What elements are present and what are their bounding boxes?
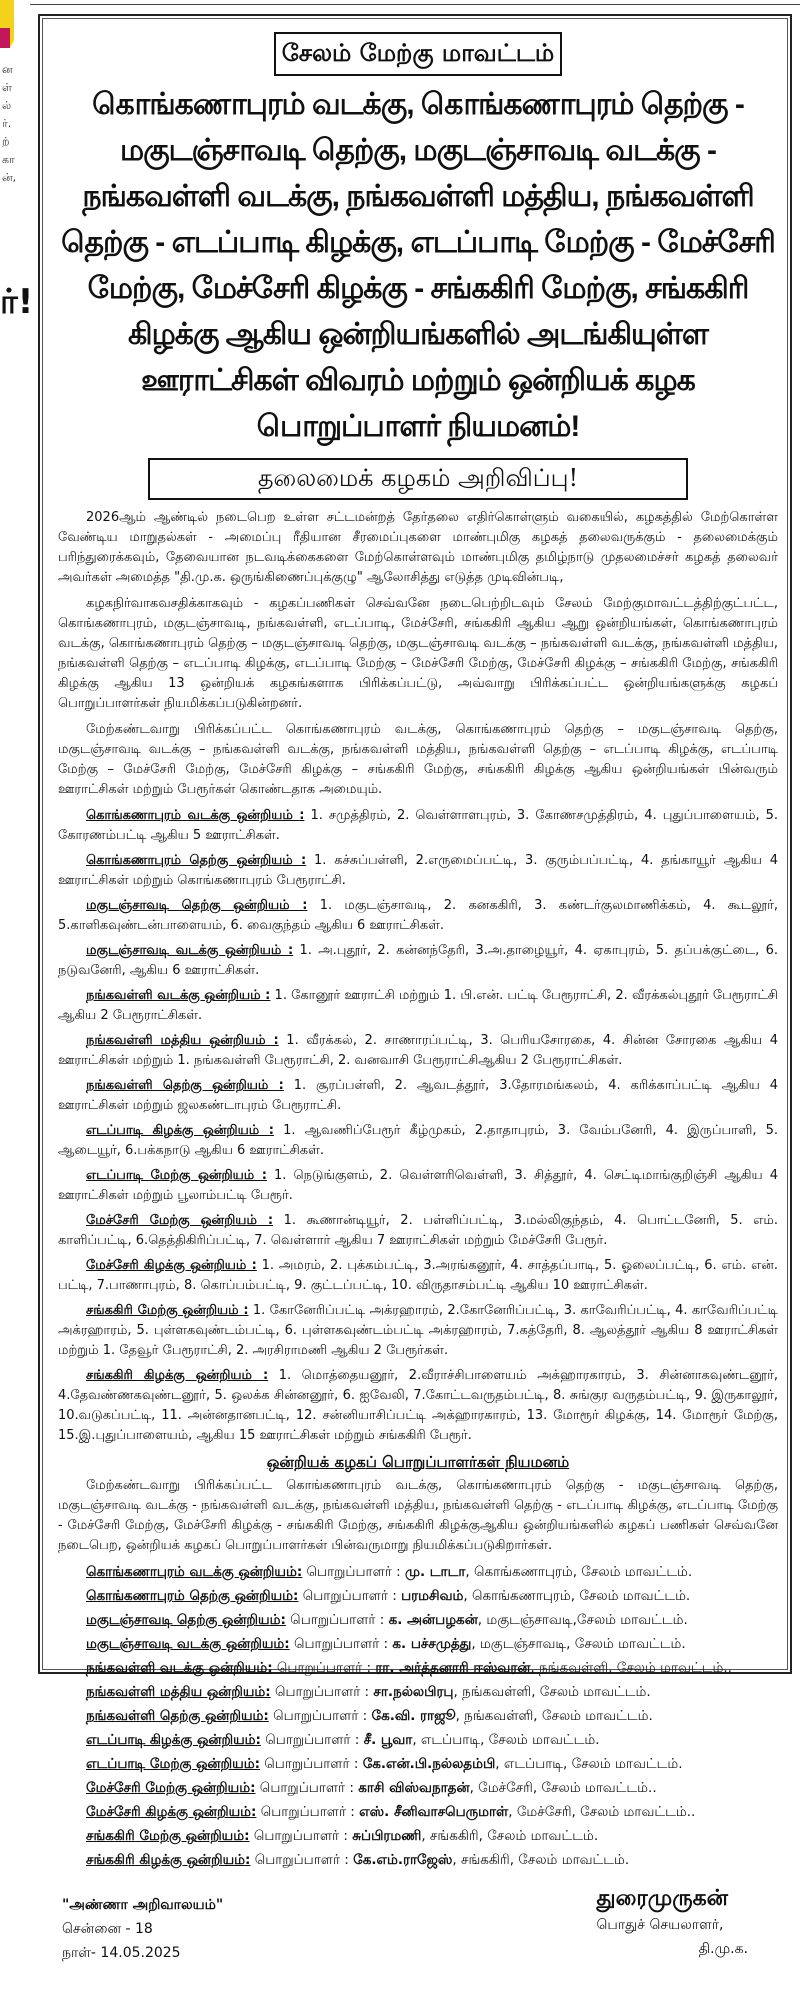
- paragraph: 2026ஆம் ஆண்டில் நடைபெற உள்ள சட்டமன்றத் தேர்தலை எதிர்கொள்ளும் வகையில், கழகத்தில் மேற்கொள்ள வேண்டிய மாறுதல்கள் - அமைப்பு ரீதியான சீரமைப்புகளை மாண்புமிகு கழகத் தலைவருக்கும் - தலைமைக்கும் பரிந்துரைக்கவும், தேவையான நடவடிக்கைகளை மேற்கொள்ளவும் மாண்புமிகு தமிழ்நாடு முதலமைச்சர் கழகத் தலைவர் அவர்கள் அமைத்த "தி.மு.க. ஒருங்கிணைப்புக்குழு" ஆலோசித்து எடுத்த முடிவின்படி,: [58, 510, 778, 585]
- incharge-entry: [86, 1850, 778, 1871]
- union-villages-entry: [58, 896, 778, 936]
- union-villages: 1. வீரக்கல், 2. சாணாரப்பட்டி, 3. பெரியசோரகை, 4. சின்ன சோரகை ஆகிய 4 ஊராட்சிகள் மற்றும் 1. நங்கவள்ளி பேரூராட்சி, 2. வனவாசி பேரூராட்சிஆகிய 2 பேரூராட்சிகள்.: [58, 1033, 778, 1068]
- incharge-place: , மகுடஞ்சாவடி, சேலம் மாவட்டம்.: [471, 1636, 686, 1652]
- union-villages-entry: [58, 941, 778, 981]
- incharge-person: பரமசிவம்: [401, 1588, 464, 1604]
- union-list: [58, 806, 778, 1446]
- union-name: கொங்கணாபுரம் தெற்கு ஒன்றியம் :: [86, 853, 307, 868]
- district-title: சேலம் மேற்கு மாவட்டம்: [274, 32, 562, 76]
- adjacent-text-fragment: ற்: [2, 135, 10, 148]
- incharge-person: சுப்பிரமணி: [352, 1828, 422, 1844]
- incharge-person: ரா. அர்த்தனாரி ஈஸ்வரன்: [375, 1660, 531, 1676]
- incharge-union: நங்கவள்ளி தெற்கு ஒன்றியம்:: [86, 1708, 269, 1724]
- party-name: தி.மு.க.: [698, 1941, 748, 1957]
- incharge-person: காசி விஸ்வநாதன்: [358, 1780, 470, 1796]
- union-villages: 1. கோனூர் ஊராட்சி மற்றும் 1. பி.என். பட்டி பேரூராட்சி, 2. வீரக்கல்புதூர் பேரூராட்சி ஆகிய 2 பேரூராட்சிகள்.: [58, 988, 778, 1023]
- union-villages-entry: [58, 806, 778, 846]
- incharge-person: க. பச்சமுத்து: [392, 1636, 472, 1652]
- union-villages-entry: [58, 1031, 778, 1071]
- incharge-entry: [86, 1610, 778, 1631]
- notice-body: [58, 508, 778, 1871]
- issue-city: சென்னை - 18: [62, 1921, 153, 1937]
- incharge-place: , சங்ககிரி, சேலம் மாவட்டம்.: [421, 1828, 599, 1844]
- incharge-entry: [86, 1730, 778, 1751]
- incharge-place: , கொங்கணாபுரம், சேலம் மாவட்டம்.: [465, 1564, 693, 1580]
- incharge-union: மகுடஞ்சாவடி தெற்கு ஒன்றியம்:: [86, 1612, 286, 1628]
- union-name: மகுடஞ்சாவடி வடக்கு ஒன்றியம் :: [86, 943, 294, 958]
- incharge-union: மேச்சேரி மேற்கு ஒன்றியம்:: [86, 1780, 256, 1796]
- incharge-person: சா.நல்லபிரபு: [373, 1684, 454, 1700]
- incharge-person: கே.என்.பி.நல்லதம்பி: [362, 1756, 496, 1772]
- union-name: மேச்சேரி கிழக்கு ஒன்றியம் :: [86, 1258, 257, 1273]
- incharge-label: பொறுப்பாளர் :: [260, 1732, 364, 1748]
- union-villages: 1. சமுத்திரம், 2. வெள்ளாளபுரம், 3. கோணசமுத்திரம், 4. புதுப்பாளையம், 5. கோரணம்பட்டி ஆகிய 5 ஊராட்சிகள்.: [58, 808, 778, 843]
- paragraph: கழகநிர்வாகவசதிக்காகவும் - கழகப்பணிகள் செவ்வனே நடைபெற்றிடவும் சேலம் மேற்குமாவட்டத்திற்குட்பட்ட, கொங்கணாபுரம், மகுடஞ்சாவடி, நங்கவள்ளி, எடப்பாடி, மேச்சேரி, சங்ககிரி ஆகிய ஆறு ஒன்றியங்கள், கொங்கணாபுரம் வடக்கு, கொங்கணாபுரம் தெற்கு – மகுடஞ்சாவடி தெற்கு, மகுடஞ்சாவடி வடக்கு – நங்கவள்ளி வடக்கு, நங்கவள்ளி மத்திய, நங்கவள்ளி தெற்கு – எடப்பாடி கிழக்கு, எடப்பாடி மேற்கு – மேச்சேரி மேற்கு, மேச்சேரி கிழக்கு – சங்ககிரி மேற்கு, சங்ககிரி கிழக்கு ஆகிய 13 ஒன்றியக் கழகங்களாக பிரிக்கப்பட்டு, அவ்வாறு பிரிக்கப்பட்ட ஒன்றியங்களுக்கு கழகப் பொறுப்பாளர்கள் நியமிக்கப்படுகின்றனர்.: [58, 596, 778, 711]
- union-villages: 1. சூரப்பள்ளி, 2. ஆவடத்தூர், 3.தோரமங்கலம், 4. கரிக்காப்பட்டி ஆகிய 4 ஊராட்சிகள் மற்றும் ஜலகண்டாபுரம் பேரூராட்சி.: [58, 1078, 778, 1113]
- issue-details: [62, 1893, 223, 1965]
- notice-footer: [48, 1883, 788, 1993]
- union-name: நங்கவள்ளி தெற்கு ஒன்றியம் :: [86, 1078, 284, 1093]
- union-name: எடப்பாடி மேற்கு ஒன்றியம் :: [86, 1168, 267, 1183]
- union-villages: 1. அமரம், 2. புக்கம்பட்டி, 3.அரங்கனூர், 4. சாத்தப்பாடி, 5. ஓலைப்பட்டி, 6. எம். என். பட்டி, 7.பாணாபுரம், 8. கொப்பம்பட்டி, 9. குட்டப்பட்டி, 10. விருதாசம்பட்டி ஆகிய 10 ஊராட்சிகள்.: [58, 1258, 778, 1293]
- adjacent-headline-fragment: ர்!: [0, 282, 34, 322]
- incharge-label: பொறுப்பாளர் :: [249, 1828, 353, 1844]
- appointment-intro: மேற்கண்டவாறு பிரிக்கப்பட்ட கொங்கணாபுரம் வடக்கு, கொங்கணாபுரம் தெற்கு - மகுடஞ்சாவடி தெற்கு, மகுடஞ்சாவடி வடக்கு - நங்கவள்ளி வடக்கு, நங்கவள்ளி மத்திய, நங்கவள்ளி தெற்கு - எடப்பாடி கிழக்கு, எடப்பாடி மேற்கு - மேச்சேரி மேற்கு, மேச்சேரி கிழக்கு - சங்ககிரி மேற்கு, சங்ககிரி கிழக்குஆகிய ஒன்றியங்களில் கழகப் பணிகள் செவ்வனே நடைபெற, ஒன்றியக் கழகப் பொறுப்பாளர்கள் பின்வருமாறு நியமிக்கப்படுகிறார்கள்.: [58, 1478, 778, 1553]
- incharge-label: பொறுப்பாளர் :: [302, 1564, 405, 1580]
- adjacent-text-fragment: ள்: [2, 81, 12, 94]
- union-villages-entry: [58, 1166, 778, 1206]
- incharge-label: பொறுப்பாளர் :: [272, 1660, 376, 1676]
- union-villages-entry: [58, 1121, 778, 1161]
- union-villages: 1. கூணான்டியூர், 2. பள்ளிப்பட்டி, 3.மல்லிகுந்தம், 4. பொட்டனேரி, 5. எம். காளிப்பட்டி, 6.தெத்திகிரிப்பட்டி, 7. வெள்ளார் ஆகிய 7 ஊராட்சிகள் மற்றும் மேச்சேரி பேரூர்.: [58, 1213, 778, 1248]
- union-villages-entry: [58, 851, 778, 891]
- union-villages: 1. ஆவணிப்பேரூர் கீழ்முகம், 2.தாதாபுரம், 3. வேம்பனேரி, 4. இருப்பாளி, 5. ஆடையூர், 6.பக்கநாடு ஆகிய 6 ஊராட்சிகள்.: [58, 1123, 778, 1158]
- incharge-place: , மகுடஞ்சாவடி,சேலம் மாவட்டம்.: [477, 1612, 688, 1628]
- union-name: கொங்கணாபுரம் வடக்கு ஒன்றியம் :: [86, 808, 305, 823]
- incharge-label: பொறுப்பாளர் :: [270, 1684, 374, 1700]
- incharge-person: மு. டாடா: [404, 1564, 466, 1580]
- union-name: மகுடஞ்சாவடி தெற்கு ஒன்றியம் :: [86, 898, 308, 913]
- incharge-list: [58, 1562, 778, 1871]
- incharge-place: , மேச்சேரி, சேலம் மாவட்டம்..: [508, 1804, 696, 1820]
- top-rule: [30, 0, 800, 5]
- union-villages: 1. நெடுங்குளம், 2. வெள்ளரிவெள்ளி, 3. சித்தூர், 4. செட்டிமாங்குறிஞ்சி ஆகிய 4 ஊராட்சிகள் மற்றும் பூலாம்பட்டி பேரூர்.: [58, 1168, 778, 1203]
- issue-date: நாள்- 14.05.2025: [62, 1945, 181, 1961]
- incharge-entry: [86, 1826, 778, 1847]
- adjacent-text-fragment: ன்,: [2, 171, 17, 184]
- union-villages: 1. கச்சுப்பள்ளி, 2.எருமைப்பட்டி, 3. குரும்பப்பட்டி, 4. தங்காயூர் ஆகிய 4 ஊராட்சிகள் மற்றும் கொங்கணாபுரம் பேரூராட்சி.: [58, 853, 778, 888]
- incharge-label: பொறுப்பாளர் :: [259, 1756, 363, 1772]
- signature-block: [596, 1883, 748, 1961]
- adjacent-text-fragment: ர்.: [2, 117, 12, 130]
- incharge-place: , கொங்கணாபுரம், சேலம் மாவட்டம்.: [463, 1588, 691, 1604]
- incharge-label: பொறுப்பாளர் :: [256, 1804, 360, 1820]
- incharge-label: பொறுப்பாளர் :: [289, 1636, 393, 1652]
- appointment-title: ஒன்றியக் கழகப் பொறுப்பாளர்கள் நியமனம்: [266, 1453, 570, 1471]
- incharge-person: கே.வி. ராஜூ: [371, 1708, 456, 1724]
- incharge-entry: [86, 1706, 778, 1727]
- incharge-union: சங்ககிரி கிழக்கு ஒன்றியம்:: [86, 1852, 251, 1868]
- incharge-label: பொறுப்பாளர் :: [268, 1708, 372, 1724]
- incharge-place: , எடப்பாடி, சேலம் மாவட்டம்.: [412, 1732, 600, 1748]
- incharge-entry: [86, 1754, 778, 1775]
- incharge-person: க. அன்பழகன்: [388, 1612, 478, 1628]
- union-name: சங்ககிரி கிழக்கு ஒன்றியம் :: [86, 1368, 269, 1383]
- union-name: நங்கவள்ளி வடக்கு ஒன்றியம் :: [86, 988, 271, 1003]
- notice-content: [48, 22, 788, 1993]
- incharge-entry: [86, 1562, 778, 1583]
- incharge-union: சங்ககிரி மேற்கு ஒன்றியம்:: [86, 1828, 250, 1844]
- incharge-union: நங்கவள்ளி மத்திய ஒன்றியம்:: [86, 1684, 271, 1700]
- incharge-person: கே.எம்.ராஜேஸ்: [353, 1852, 453, 1868]
- union-villages: 1. அ.புதூர், 2. கன்னந்தேரி, 3.அ.தாழையூர், 4. ஏகாபுரம், 5. தப்பக்குட்டை, 6. நடுவனேரி, ஆகிய 6 ஊராட்சிகள்.: [58, 943, 778, 978]
- incharge-union: எடப்பாடி மேற்கு ஒன்றியம்:: [86, 1756, 260, 1772]
- incharge-label: பொறுப்பாளர் :: [255, 1780, 359, 1796]
- incharge-entry: [86, 1658, 778, 1679]
- incharge-place: , சங்ககிரி, சேலம் மாவட்டம்.: [452, 1852, 630, 1868]
- incharge-label: பொறுப்பாளர் :: [285, 1612, 389, 1628]
- incharge-entry: [86, 1778, 778, 1799]
- union-name: மேச்சேரி மேற்கு ஒன்றியம் :: [86, 1213, 274, 1228]
- adjacent-photo-accent: [0, 28, 10, 48]
- incharge-entry: [86, 1634, 778, 1655]
- incharge-union: மேச்சேரி கிழக்கு ஒன்றியம்:: [86, 1804, 257, 1820]
- union-villages-entry: [58, 986, 778, 1026]
- union-villages-entry: [58, 1366, 778, 1446]
- incharge-union: நங்கவள்ளி வடக்கு ஒன்றியம்:: [86, 1660, 273, 1676]
- issue-place: "அண்ணா அறிவாலயம்": [62, 1897, 224, 1913]
- notice-headline: கொங்கணாபுரம் வடக்கு, கொங்கணாபுரம் தெற்கு - மகுடஞ்சாவடி தெற்கு, மகுடஞ்சாவடி வடக்கு - நங்கவள்ளி வடக்கு, நங்கவள்ளி மத்திய, நங்கவள்ளி தெற்கு - எடப்பாடி கிழக்கு, எடப்பாடி மேற்கு - மேச்சேரி மேற்கு, மேச்சேரி கிழக்கு - சங்ககிரி மேற்கு, சங்ககிரி கிழக்கு ஆகிய ஒன்றியங்களில் அடங்கியுள்ள ஊராட்சிகள் விவரம் மற்றும் ஒன்றியக் கழக பொறுப்பாளர் நியமனம்!: [61, 88, 775, 443]
- incharge-person: சீ. பூவா: [363, 1732, 413, 1748]
- incharge-label: பொறுப்பாளர் :: [250, 1852, 354, 1868]
- union-villages-entry: [58, 1211, 778, 1251]
- announcement-title: தலைமைக் கழகம் அறிவிப்பு!: [148, 458, 688, 500]
- union-name: நங்கவள்ளி மத்திய ஒன்றியம் :: [86, 1033, 279, 1048]
- incharge-place: , மேச்சேரி, சேலம் மாவட்டம்..: [469, 1780, 657, 1796]
- adjacent-text-fragment: ல்: [2, 99, 12, 112]
- adjacent-column-strip: [0, 0, 34, 1691]
- union-villages: 1. மகுடஞ்சாவடி, 2. கனககிரி, 3. கண்டர்குலமாணிக்கம், 4. கூடலூர், 5.காளிகவுண்டன்பாளையம், 6. வைகுந்தம் ஆகிய 6 ஊராட்சிகள்.: [58, 898, 778, 933]
- union-villages-entry: [58, 1256, 778, 1296]
- adjacent-text-fragment: ன: [2, 63, 13, 76]
- paragraph: மேற்கண்டவாறு பிரிக்கப்பட்ட கொங்கணாபுரம் வடக்கு, கொங்கணாபுரம் தெற்கு – மகுடஞ்சாவடி தெற்கு, மகுடஞ்சாவடி வடக்கு – நங்கவள்ளி வடக்கு, நங்கவள்ளி மத்திய, நங்கவள்ளி தெற்கு – எடப்பாடி கிழக்கு, எடப்பாடி மேற்கு – மேச்சேரி மேற்கு, மேச்சேரி கிழக்கு – சங்ககிரி மேற்கு, சங்ககிரி கிழக்கு ஆகிய ஒன்றியங்கள் பின்வரும் ஊராட்சிகள் மற்றும் பேரூர்கள் கொண்டதாக அமையும்.: [58, 722, 778, 797]
- incharge-place: , எடப்பாடி, சேலம் மாவட்டம்.: [495, 1756, 683, 1772]
- incharge-place: , நங்கவள்ளி, சேலம் மாவட்டம்.: [455, 1708, 653, 1724]
- incharge-union: மகுடஞ்சாவடி வடக்கு ஒன்றியம்:: [86, 1636, 290, 1652]
- incharge-label: பொறுப்பாளர் :: [298, 1588, 402, 1604]
- incharge-place: , நங்கவள்ளி, சேலம் மாவட்டம்..: [530, 1660, 732, 1676]
- adjacent-text-fragment: கா: [2, 153, 15, 166]
- incharge-entry: [86, 1586, 778, 1607]
- union-name: எடப்பாடி கிழக்கு ஒன்றியம் :: [86, 1123, 274, 1138]
- signatory-designation: பொதுச் செயலாளர்,: [596, 1917, 724, 1933]
- union-villages: 1. கோனேரிப்பட்டி அக்ரஹாரம், 2.கோனேரிப்பட்டி, 3. காவேரிப்பட்டி, 4. காவேரிப்பட்டி அக்ரஹாரம், 5. புள்ளகவுண்டம்பட்டி, 6. புள்ளகவுண்டம்பட்டி அக்ரஹாரம், 7.கத்தேரி, 8. ஆலத்தூர் ஆகிய 8 ஊராட்சிகள் மற்றும் 1. தேவூர் பேரூராட்சி, 2. அரசிராமணி ஆகிய 2 பேரூர்கள்.: [58, 1303, 778, 1358]
- union-villages-entry: [58, 1076, 778, 1116]
- union-villages-entry: [58, 1301, 778, 1361]
- incharge-union: கொங்கணாபுரம் வடக்கு ஒன்றியம்:: [86, 1564, 303, 1580]
- union-name: சங்ககிரி மேற்கு ஒன்றியம் :: [86, 1303, 249, 1318]
- union-villages: 1. மொத்தையனூர், 2.வீராச்சிபாளையம் அக்ஹாரகாரம், 3. சின்னாகவுண்டனூர், 4.தேவண்ணகவுண்டனூர், 5. ஒலக்க சின்னனூர், 6. ஐவேலி, 7.கோட்டவருதம்பட்டி, 8. சுங்குர வருதம்பட்டி, 9. இருகாலூர், 10.வடுகப்பட்டி, 11. அன்னதானபட்டி, 12. சன்னியாசிப்பட்டி அக்ஹாரகாரம், 13. மோரூர் கிழக்கு, 14. மோரூர் மேற்கு, 15.இ.புதுப்பாளையம், ஆகிய 15 ஊராட்சிகள் மற்றும் சங்ககிரி பேரூர்.: [58, 1368, 778, 1443]
- incharge-entry: [86, 1802, 778, 1823]
- incharge-union: எடப்பாடி கிழக்கு ஒன்றியம்:: [86, 1732, 261, 1748]
- incharge-person: எஸ். சீனிவாசபெருமாள்: [359, 1804, 509, 1820]
- incharge-union: கொங்கணாபுரம் தெற்கு ஒன்றியம்:: [86, 1588, 299, 1604]
- signatory-name: துரைமுருகன்: [596, 1885, 728, 1911]
- incharge-entry: [86, 1682, 778, 1703]
- incharge-place: , நங்கவள்ளி, சேலம் மாவட்டம்.: [453, 1684, 651, 1700]
